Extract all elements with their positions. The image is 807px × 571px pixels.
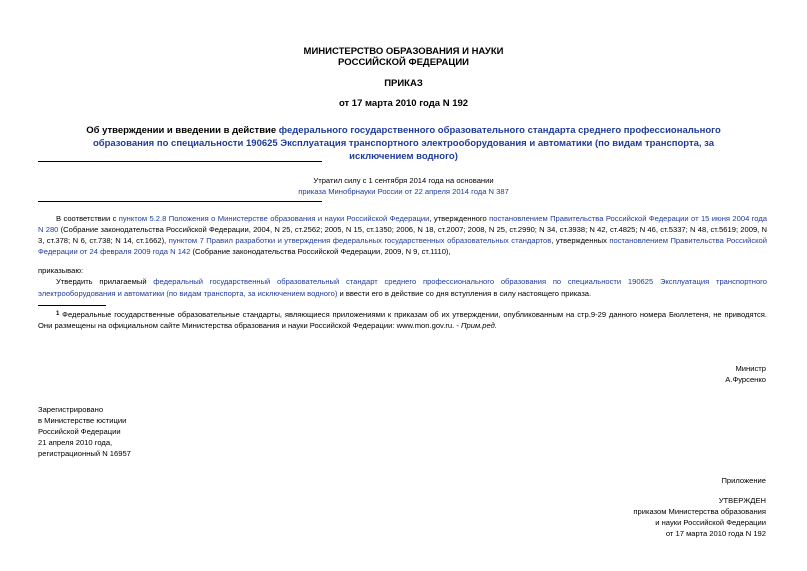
title-standard-link[interactable]: федерального государственного образовательного стандарта среднего профессионального образования по специальности 190625 Эксплуатация транспортного электрооборудования и автоматики (по видам транспорта, за исключением водного) xyxy=(92,125,721,162)
registration-line-4: 21 апреля 2010 года, xyxy=(38,438,113,447)
lapsed-link-line xyxy=(0,186,807,197)
rules-clause-7-link[interactable]: пунктом 7 Правил разработки и утверждения федеральных государственных образовательных стандартов xyxy=(168,236,552,245)
footnote-mark: 1 xyxy=(56,311,60,317)
government-decree-142-link[interactable]: постановлением Правительства Российской Федерации от 24 февраля 2009 года N 142 xyxy=(38,236,768,256)
registration-line-3: Российской Федерации xyxy=(38,427,121,436)
preamble-text-3: (Собрание законодательства Российской Федерации, 2004, N 25, ст.2562; 2005, N 15, ст.1350; 2006, N 18, ст.2007; 2008, N 25, ст.2990; N 34, ст.3938; N 42, ст.4825; N 46, ст.5337; N 48, ст.5619; 2009, N 3, ст.378; N 6, ст.738; N 14, ст.1662), xyxy=(38,225,768,245)
registration-line-1: Зарегистрировано xyxy=(38,405,104,414)
divider-top xyxy=(38,161,322,162)
preamble-text-1: В соответствии с xyxy=(56,214,119,223)
document-type: ПРИКАЗ xyxy=(384,78,423,89)
footnote-text: Федеральные государственные образовательные стандарты, являющиеся приложениями к приказам об их утверждении, опубликованным на стр.9-29 данного номера Бюллетеня, не приводятся. Они размещены на официальном сайте Министерства образования и науки Российской Федерации: www.mon.gov.ru. - xyxy=(38,310,767,330)
document-title xyxy=(60,124,747,163)
signature-name: А.Фурсенко xyxy=(725,375,766,384)
order-text-1: Утвердить прилагаемый xyxy=(56,277,154,286)
divider-bottom xyxy=(38,201,322,202)
title-prefix: Об утверждении и введении в действие xyxy=(86,125,279,136)
preamble-text-2: , утвержденного xyxy=(429,214,490,223)
order-label: приказываю: xyxy=(38,266,84,275)
document-date: от 17 марта 2010 года N 192 xyxy=(338,98,469,109)
footnote-divider xyxy=(38,305,106,306)
ministry-line-2: РОССИЙСКОЙ ФЕДЕРАЦИИ xyxy=(337,57,469,68)
registration-line-2: в Министерстве юстиции xyxy=(38,416,127,425)
preamble-text-4: , утвержденных xyxy=(551,236,610,245)
lapsed-order-link[interactable]: приказа Минобрнауки России от 22 апреля 2014 года N 387 xyxy=(298,187,509,196)
ministry-line-1: МИНИСТЕРСТВО ОБРАЗОВАНИЯ И НАУКИ xyxy=(303,46,504,57)
approved-line-2: и науки Российской Федерации xyxy=(655,518,766,527)
standard-link[interactable]: федеральный государственный образовательный стандарт xyxy=(153,277,378,286)
approved-line-3: от 17 марта 2010 года N 192 xyxy=(665,529,766,538)
order-paragraph xyxy=(38,276,767,300)
editor-note: Прим.ред. xyxy=(461,321,497,330)
preamble-paragraph xyxy=(38,213,767,257)
signature-position: Министр xyxy=(735,364,766,373)
appendix-label: Приложение xyxy=(721,476,766,485)
approved-label: УТВЕРЖДЕН xyxy=(718,496,766,505)
regulation-clause-link[interactable]: пунктом 5.2.8 Положения о Министерстве образования и науки Российской Федерации xyxy=(118,214,430,223)
footnote xyxy=(38,309,767,331)
government-decree-280-link[interactable]: постановлением Правительства Российской Федерации от 15 июня 2004 года N 280 xyxy=(38,214,767,234)
specialty-link[interactable]: среднего профессионального образования по специальности 190625 Эксплуатация транспортного электрооборудования и автоматики (по видам транспорта, за исключением водного) xyxy=(38,277,767,298)
order-text-2: и ввести его в действие со дня вступления в силу настоящего приказа. xyxy=(337,289,592,298)
approved-line-1: приказом Министерства образования xyxy=(633,507,766,516)
preamble-text-5: (Собрание законодательства Российской Федерации, 2009, N 9, ст.1110), xyxy=(190,247,451,256)
lapsed-note: Утратил силу с 1 сентября 2014 года на основании xyxy=(313,176,494,185)
registration-line-5: регистрационный N 16957 xyxy=(38,449,131,458)
